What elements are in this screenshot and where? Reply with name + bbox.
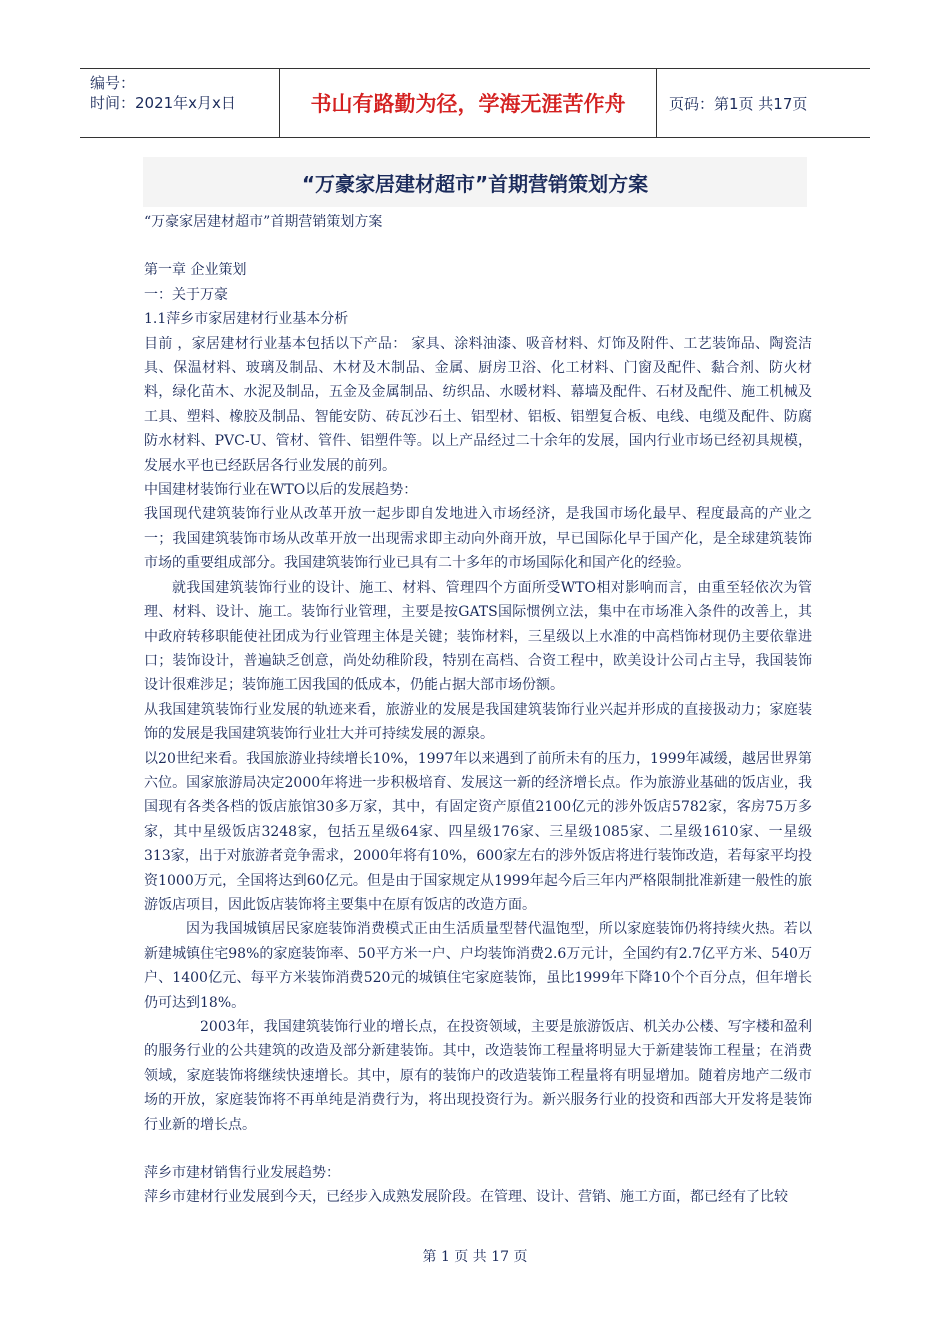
paragraph: 目前 ，家居建材行业基本包括以下产品： 家具、涂料油漆、吸音材料、灯饰及附件、工艺装饰品、陶瓷洁具、保温材料、玻璃及制品、木材及木制品、金属、厨房卫浴、化工材料、门窗及配件、黏合剂、防火材料，绿化苗木、水泥及制品，五金及金属制品、纺织品、水暖材料、幕墙及配件、石材及配件、施工机械及工具、塑料、橡胶及制品、智能安防、砖瓦沙石土、铝型材、铝板、铝塑复合板、电线、电缆及配件、防腐防水材料、PVC-U、管材、管件、铝塑件等。以上产品经过二十余年的发展，国内行业市场已经初具规模，发展水平也已经跃居各行业发展的前列。 bbox=[144, 335, 812, 474]
header-page-number: 页码：第1页 共17页 bbox=[669, 94, 808, 113]
page-footer: 第 1 页 共 17 页 bbox=[422, 1249, 528, 1265]
page-header bbox=[80, 68, 870, 138]
paragraph: 萍乡市建材行业发展到今天，已经步入成熟发展阶段。在管理、设计、营销、施工方面，都已经有了比较 bbox=[144, 1189, 788, 1206]
document-number: 编号： bbox=[90, 74, 136, 92]
document-body bbox=[144, 210, 812, 1210]
paragraph: 2003年，我国建筑装饰行业的增长点，在投资领域，主要是旅游饭店、机关办公楼、写字楼和盈利的服务行业的公共建筑的改造及部分新建装饰。其中，改造装饰工程量将明显大于新建装饰工程量；在消费领域，家庭装饰将继续快速增长。其中，原有的装饰户的改造装饰工程量将有明显增加。随着房地产二级市场的开放，家庭装饰将不再单纯是消费行为，将出现投资行为。新兴服务行业的投资和西部大开发将是装饰行业新的增长点。 bbox=[144, 1019, 812, 1133]
subtitle: “万豪家居建材超市”首期营销策划方案 bbox=[144, 214, 383, 230]
header-motto: 书山有路勤为径，学海无涯苦作舟 bbox=[280, 69, 657, 137]
document-time: 时间：2021年x月x日 bbox=[90, 94, 236, 112]
header-meta bbox=[80, 69, 280, 137]
paragraph-heading: 中国建材装饰行业在WTO以后的发展趋势： bbox=[144, 482, 418, 499]
subsection-heading: 1.1萍乡市家居建材行业基本分析 bbox=[144, 311, 349, 328]
paragraph-heading: 萍乡市建材销售行业发展趋势： bbox=[144, 1165, 340, 1182]
paragraph: 就我国建筑装饰行业的设计、施工、材料、管理四个方面所受WTO相对影响而言，由重至轻依次为管理、材料、设计、施工。装饰行业管理，主要是按GATS国际惯例立法，集中在市场准入条件的改善上，其中政府转移职能使社团成为行业管理主体是关键；装饰材料，三星级以上水准的中高档饰材现仍主要依靠进口；装饰设计，普遍缺乏创意，尚处幼稚阶段，特别在高档、合资工程中，欧美设计公司占主导，我国装饰设计很难涉足；装饰施工因我国的低成本，仍能占据大部市场份额。 bbox=[144, 579, 812, 694]
paragraph: 以20世纪来看。我国旅游业持续增长10%，1997年以来遇到了前所未有的压力，1999年减缓，越居世界第六位。国家旅游局决定2000年将进一步积极培育、发展这一新的经济增长点。作为旅游业基础的饭店业，我国现有各类各档的饭店旅馆30多万家，其中，有固定资产原值2100亿元的涉外饭店5782家，客房75万多家，其中星级饭店3248家，包括五星级64家、四星级176家、三星级1085家、二星级1610家、一星级313家，出于对旅游者竞争需求，2000年将有10%，600家左右的涉外饭店将进行装饰改造，若每家平均投资1000万元，全国将达到60亿元。但是由于国家规定从1999年起今后三年内严格限制批准新建一般性的旅游饭店项目，因此饭店装饰将主要集中在原有饭店的改造方面。 bbox=[144, 750, 812, 913]
section-heading: 一：关于万豪 bbox=[144, 286, 228, 303]
document-title: “万豪家居建材超市”首期营销策划方案 bbox=[143, 157, 807, 207]
paragraph: 我国现代建筑装饰行业从改革开放一起步即自发地进入市场经济，是我国市场化最早、程度最高的产业之一；我国建筑装饰市场从改革开放一出现需求即主动向外商开放，早已国际化早于国产化，是全球建筑装饰市场的重要组成部分。我国建筑装饰行业已具有二十多年的市场国际化和国产化的经验。 bbox=[144, 506, 812, 572]
paragraph: 从我国建筑装饰行业发展的轨迹来看，旅游业的发展是我国建筑装饰行业兴起并形成的直接扱动力；家庭装饰的发展是我国建筑装饰行业壮大并可持续发展的源泉。 bbox=[144, 701, 812, 743]
paragraph: 因为我国城镇居民家庭装饰消费模式正由生活质量型替代温饱型，所以家庭装饰仍将持续火热。若以新建城镇住宅98%的家庭装饰率、50平方米一户、户均装饰消费2.6万元计，全国约有2.7亿平方米、540万户、1400亿元、每平方米装饰消费520元的城镇住宅家庭装饰，虽比1999年下降10个个百分点，但年增长仍可达到18%。 bbox=[144, 921, 812, 1011]
chapter-heading: 第一章 企业策划 bbox=[144, 262, 247, 279]
